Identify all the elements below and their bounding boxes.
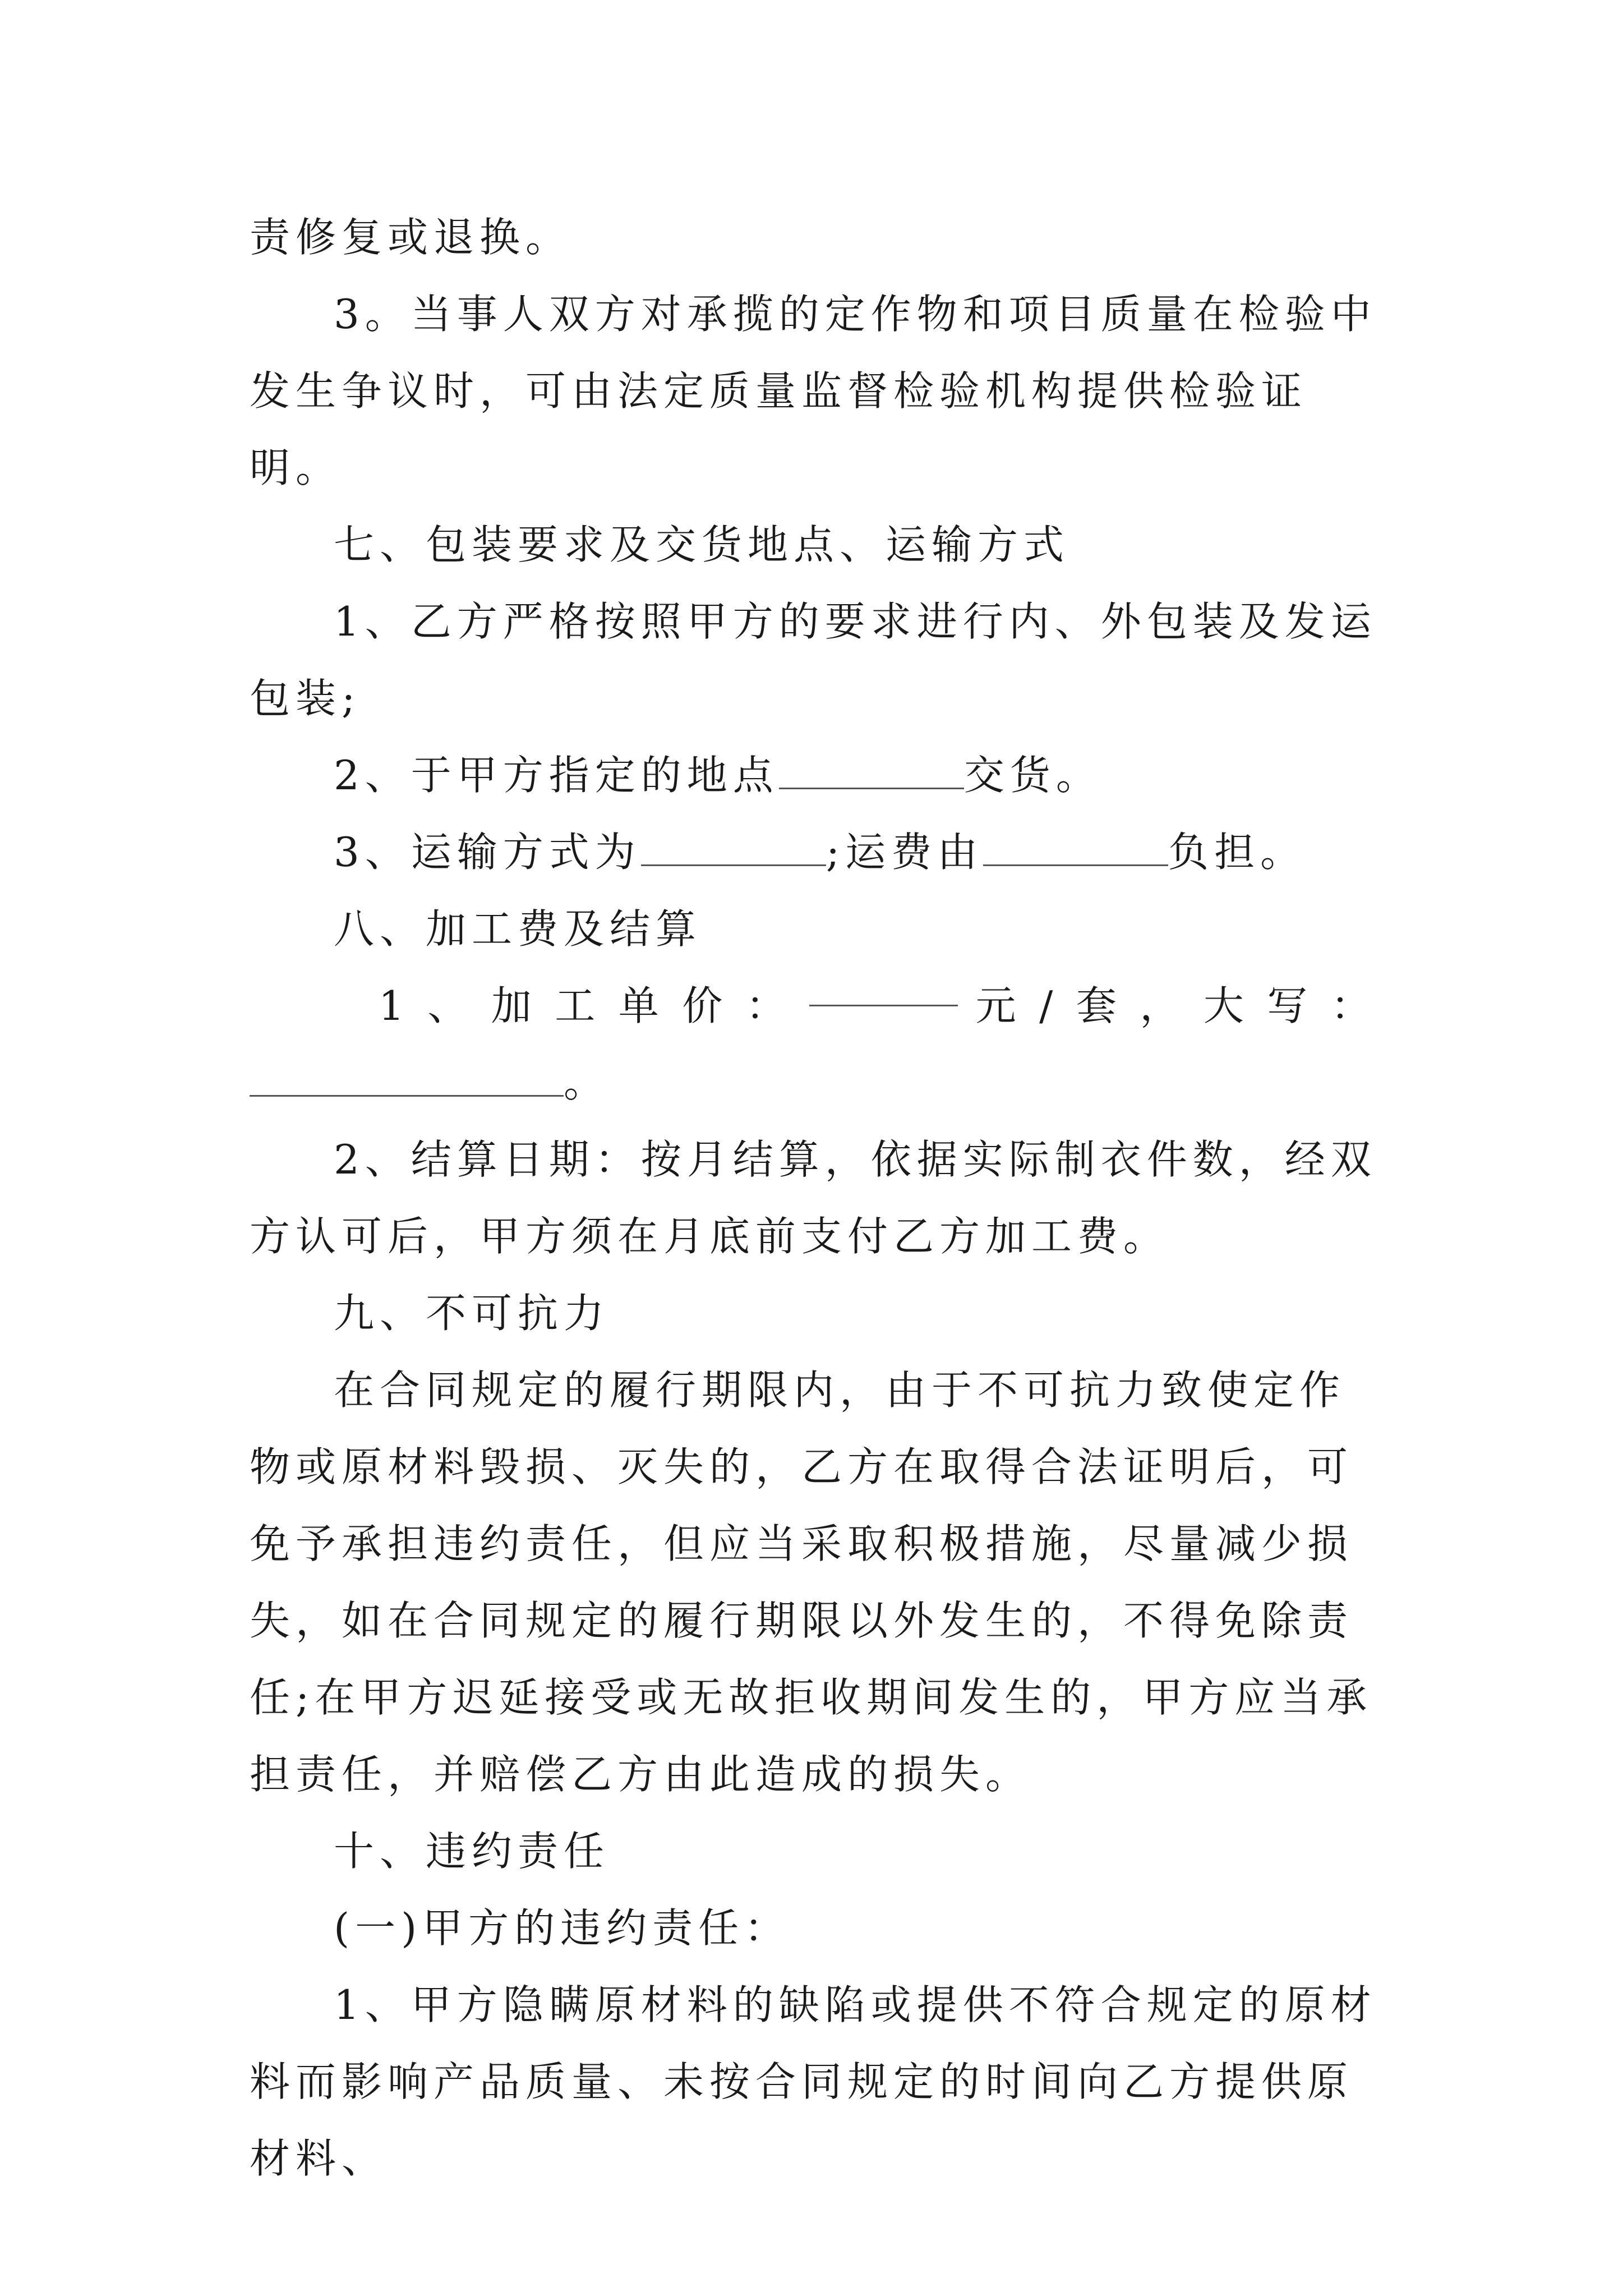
clause-unit-price (250, 968, 1377, 1045)
blank-freight-payer[interactable] (983, 827, 1168, 866)
blank-transport-method[interactable] (641, 827, 826, 866)
clause-text: 3、运输方式为 (334, 829, 641, 876)
clause-text: 2、于甲方指定的地点 (334, 752, 779, 799)
char: ， (1140, 982, 1186, 1029)
section-heading-packaging: 七、包装要求及交货地点、运输方式 (334, 521, 1070, 568)
char: 、 (427, 982, 474, 1029)
clause-unit-price-uppercase (250, 1045, 1377, 1121)
paragraph-quality-dispute: 3。当事人双方对承揽的定作物和项目质量在检验中发生争议时，可由法定质量监督检验机构提供检验证明。 (250, 291, 1377, 491)
clause-packaging-requirement: 1、乙方严格按照甲方的要求进行内、外包装及发运包装; (250, 598, 1377, 722)
section-heading-fees: 八、加工费及结算 (334, 905, 702, 953)
clause-settlement-date: 2、结算日期：按月结算，依据实际制衣件数，经双方认可后，甲方须在月底前支付乙方加工费。 (250, 1136, 1377, 1260)
subsection-heading-party-a: (一)甲方的违约责任： (334, 1904, 791, 1952)
char: ： (745, 982, 792, 1029)
section-heading-liability: 十、违约责任 (334, 1828, 610, 1875)
char: 价 (682, 982, 728, 1029)
clause-party-a-liability: 1、甲方隐瞒原材料的缺陷或提供不符合规定的原材料而影响产品质量、未按合同规定的时间向乙方提供原材料、 (250, 1981, 1377, 2182)
clause-text: 负担。 (1168, 829, 1307, 876)
blank-unit-price[interactable] (809, 968, 958, 1006)
clause-transport (250, 814, 1377, 891)
char: 大 (1203, 982, 1249, 1029)
clause-text: 。 (564, 1059, 610, 1106)
contract-body (250, 199, 1377, 2197)
clause-text: ;运费由 (826, 829, 984, 876)
paragraph-continuation: 责修复或退换。 (250, 214, 572, 261)
blank-delivery-location[interactable] (779, 751, 964, 789)
char: 元 (975, 982, 1022, 1029)
char: 单 (618, 982, 665, 1029)
section-heading-force-majeure: 九、不可抗力 (334, 1290, 610, 1337)
blank-amount-in-words[interactable] (250, 1058, 564, 1097)
char: ： (1330, 982, 1377, 1029)
char: 写 (1267, 982, 1313, 1029)
clause-delivery-location (250, 737, 1377, 814)
char: 工 (555, 982, 601, 1029)
char: 加 (491, 982, 537, 1029)
char: 套 (1076, 982, 1122, 1029)
char: / (1039, 982, 1059, 1029)
clause-force-majeure: 在合同规定的履行期限内，由于不可抗力致使定作物或原材料毁损、灭失的，乙方在取得合法证明后，可免予承担违约责任，但应当采取积极措施，尽量减少损失，如在合同规定的履行期限以外发生的，不得免除责任;在甲方迟延接受或无故拒收期间发生的，甲方应当承担责任，并赔偿乙方由此造成的损失。 (250, 1366, 1373, 1798)
char: 1 (379, 982, 410, 1029)
clause-text: 交货。 (963, 752, 1102, 799)
